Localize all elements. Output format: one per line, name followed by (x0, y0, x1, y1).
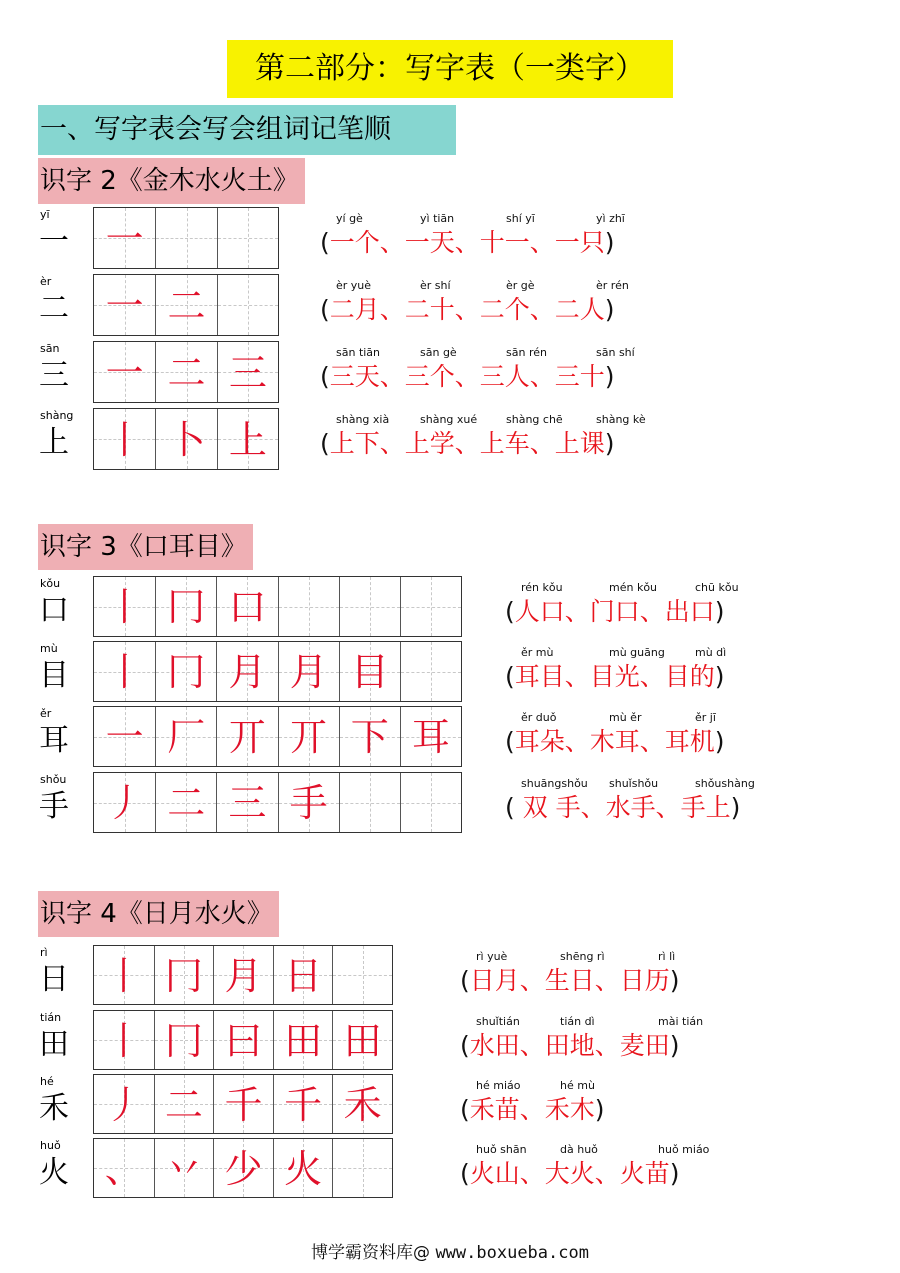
words: 人口、门口、出口 (514, 597, 715, 626)
close-paren: ) (604, 228, 615, 257)
word-pinyin: shí yī (506, 212, 535, 225)
char-pinyin: tián (40, 1011, 62, 1024)
words: 火山、大火、火苗 (469, 1159, 670, 1188)
grid-cell (400, 642, 461, 701)
stroke-highlight: 千 (284, 1083, 323, 1127)
open-paren: ( (460, 1159, 470, 1188)
grid-cell (278, 773, 339, 832)
grid-cell (94, 275, 155, 335)
stroke-highlight: 丨 (104, 1019, 143, 1063)
stroke-step (279, 707, 339, 766)
open-paren: ( (460, 1095, 470, 1124)
close-paren: ) (604, 362, 615, 391)
char-glyph: 二 (39, 291, 69, 326)
word-pinyin: sān tiān (336, 346, 381, 359)
stroke-highlight: 目 (350, 650, 389, 694)
stroke-highlight: 下 (350, 715, 389, 759)
stroke-highlight: 少 (224, 1147, 263, 1191)
char-glyph: 火 (39, 1155, 69, 1190)
stroke-highlight: 禾 (343, 1083, 382, 1127)
grid-cell (94, 773, 155, 832)
word-pinyin: shēng rì (560, 950, 605, 963)
stroke-step (279, 773, 339, 832)
char-pinyin: kǒu (40, 577, 61, 590)
stroke-highlight: 月 (224, 954, 263, 998)
stroke-order-grid (93, 408, 279, 470)
word-pinyin: èr rén (596, 279, 629, 292)
word-pinyin: sān rén (506, 346, 547, 359)
stroke-highlight: 厂 (167, 715, 206, 759)
word-pinyin: dà huǒ (560, 1143, 598, 1156)
word-pinyin: mù dì (695, 646, 727, 659)
stroke-step (274, 1139, 333, 1197)
word-group (320, 213, 760, 263)
word-group (505, 778, 900, 828)
close-paren: ) (669, 966, 680, 995)
stroke-highlight: 口 (228, 585, 267, 629)
words: 三天、三个、三人、三十 (329, 362, 605, 391)
page-title: 第二部分：写字表（一类字） (227, 40, 673, 98)
footer-at: @ (413, 1243, 431, 1263)
char-pinyin: rì (40, 946, 48, 959)
stroke-step (214, 1011, 273, 1069)
stroke-step (274, 1075, 333, 1133)
stroke-highlight: 卜 (167, 418, 206, 462)
word-pinyin: èr gè (506, 279, 535, 292)
stroke-step (94, 946, 154, 1004)
stroke-highlight: 、 (104, 1147, 143, 1191)
stroke-step (156, 707, 216, 766)
stroke-order-grid (93, 641, 462, 702)
grid-cell (155, 773, 216, 832)
stroke-highlight: 一 (105, 715, 144, 759)
stroke-step (217, 773, 277, 832)
char-glyph: 一 (39, 224, 69, 259)
grid-cell (217, 208, 278, 268)
grid-cell (273, 1011, 333, 1069)
stroke-step (155, 1011, 214, 1069)
stroke-step (155, 946, 214, 1004)
grid-cell (278, 707, 339, 766)
grid-cell (400, 577, 461, 636)
grid-cell (216, 773, 277, 832)
word-pinyin: mén kǒu (609, 581, 658, 594)
stroke-highlight: 上 (228, 418, 267, 462)
close-paren: ) (669, 1031, 680, 1060)
word-pinyin: huǒ miáo (658, 1143, 710, 1156)
word-list (460, 965, 680, 997)
words: 日月、生日、日历 (469, 966, 670, 995)
word-pinyin: huǒ shān (476, 1143, 527, 1156)
stroke-step (94, 1011, 154, 1069)
stroke-order-grid (93, 706, 462, 767)
stroke-highlight: 一 (105, 351, 144, 395)
grid-cell (339, 642, 400, 701)
stroke-order-grid (93, 1074, 393, 1134)
close-paren: ) (730, 793, 741, 822)
stroke-highlight: 冂 (164, 954, 203, 998)
char-glyph: 田 (39, 1027, 69, 1062)
word-pinyin: mù guāng (609, 646, 665, 659)
word-list (505, 726, 725, 758)
word-pinyin: shuāngshǒu (521, 777, 588, 790)
word-pinyin: sān shí (596, 346, 635, 359)
open-paren: ( (460, 966, 470, 995)
stroke-step (94, 275, 155, 335)
stroke-highlight: 冂 (167, 585, 206, 629)
open-paren: ( (320, 228, 330, 257)
section-label: 识字 3《口耳目》 (38, 524, 253, 570)
words: 禾苗、禾木 (469, 1095, 595, 1124)
stroke-highlight: 月 (228, 650, 267, 694)
close-paren: ) (714, 597, 725, 626)
stroke-step (217, 707, 277, 766)
stroke-highlight: 丌 (289, 715, 328, 759)
stroke-highlight: 丿 (105, 781, 144, 825)
char-glyph: 上 (39, 425, 69, 460)
stroke-step (214, 1139, 273, 1197)
stroke-order-grid (93, 576, 462, 637)
stroke-order-grid (93, 945, 393, 1005)
grid-cell (94, 409, 155, 469)
word-pinyin: yì zhī (596, 212, 625, 225)
stroke-step (155, 1075, 214, 1133)
word-pinyin: yì tiān (420, 212, 455, 225)
stroke-step (218, 342, 278, 402)
stroke-highlight: 田 (343, 1019, 382, 1063)
grid-cell (94, 1011, 154, 1069)
word-pinyin: tián dì (560, 1015, 595, 1028)
char-pinyin: mù (40, 642, 58, 655)
word-group (320, 347, 760, 397)
word-pinyin: shàng chē (506, 413, 563, 426)
stroke-order-grid (93, 274, 279, 336)
word-list (320, 294, 615, 326)
word-pinyin: ěr duǒ (521, 711, 557, 724)
word-group (460, 1144, 900, 1194)
open-paren: ( (505, 662, 515, 691)
word-pinyin: ěr mù (521, 646, 554, 659)
stroke-step (156, 409, 216, 469)
word-pinyin: èr shí (420, 279, 451, 292)
grid-cell (155, 342, 216, 402)
grid-cell (213, 1011, 273, 1069)
stroke-step (214, 1075, 273, 1133)
open-paren: ( (320, 295, 330, 324)
stroke-step (217, 577, 277, 636)
grid-cell (213, 946, 273, 1004)
footer (0, 1238, 900, 1263)
grid-cell (278, 577, 339, 636)
word-group (320, 414, 760, 464)
grid-cell (332, 1075, 392, 1133)
word-group (460, 1080, 900, 1130)
grid-cell (273, 1139, 333, 1197)
stroke-highlight: 二 (167, 284, 206, 328)
word-list (460, 1030, 680, 1062)
stroke-highlight: 三 (228, 781, 267, 825)
word-pinyin: rì lì (658, 950, 676, 963)
stroke-step (156, 577, 216, 636)
stroke-highlight: 耳 (411, 715, 450, 759)
grid-cell (94, 707, 155, 766)
stroke-highlight: 丿 (104, 1083, 143, 1127)
word-pinyin: ěr jī (695, 711, 716, 724)
stroke-step (217, 642, 277, 701)
stroke-step (333, 1011, 392, 1069)
grid-cell (213, 1075, 273, 1133)
grid-cell (94, 1075, 154, 1133)
grid-cell (154, 946, 214, 1004)
stroke-step (156, 275, 216, 335)
grid-cell (213, 1139, 273, 1197)
stroke-step (274, 946, 333, 1004)
grid-cell (332, 1011, 392, 1069)
stroke-highlight: 丷 (164, 1147, 203, 1191)
grid-cell (400, 707, 461, 766)
word-pinyin: shuǐshǒu (609, 777, 659, 790)
char-glyph: 三 (39, 358, 69, 393)
stroke-highlight: 田 (284, 1019, 323, 1063)
stroke-highlight: 二 (164, 1083, 203, 1127)
stroke-step (94, 707, 155, 766)
char-glyph: 目 (39, 658, 69, 693)
stroke-step (156, 642, 216, 701)
open-paren: ( (320, 429, 330, 458)
footer-url[interactable]: www.boxueba.com (435, 1243, 589, 1263)
word-list (320, 227, 615, 259)
words: 二月、二十、二个、二人 (329, 295, 605, 324)
grid-cell (155, 275, 216, 335)
grid-cell (273, 946, 333, 1004)
close-paren: ) (669, 1159, 680, 1188)
grid-cell (94, 946, 154, 1004)
word-pinyin: hé miáo (476, 1079, 521, 1092)
word-pinyin: shǒushàng (695, 777, 755, 790)
section-label: 识字 4《日月水火》 (38, 891, 279, 937)
words: 水田、田地、麦田 (469, 1031, 670, 1060)
grid-cell (273, 1075, 333, 1133)
stroke-highlight: 丨 (105, 650, 144, 694)
stroke-step (94, 342, 155, 402)
word-pinyin: mù ěr (609, 711, 642, 724)
char-pinyin: ěr (40, 707, 52, 720)
stroke-step (94, 208, 155, 268)
stroke-step (340, 707, 400, 766)
char-glyph: 日 (39, 962, 69, 997)
grid-cell (94, 642, 155, 701)
char-glyph: 禾 (39, 1091, 69, 1126)
grid-cell (154, 1075, 214, 1133)
word-list (460, 1158, 680, 1190)
stroke-step (218, 409, 278, 469)
stroke-highlight: 二 (167, 351, 206, 395)
word-list (505, 596, 725, 628)
grid-cell (155, 642, 216, 701)
stroke-highlight: 手 (289, 781, 328, 825)
char-glyph: 耳 (39, 723, 69, 758)
footer-brand: 博学霸资料库 (311, 1243, 414, 1263)
word-list (320, 361, 615, 393)
grid-cell (155, 577, 216, 636)
grid-cell (216, 577, 277, 636)
grid-cell (332, 946, 392, 1004)
words: 耳朵、木耳、耳机 (514, 727, 715, 756)
stroke-highlight: 一 (105, 217, 144, 261)
grid-cell (94, 577, 155, 636)
close-paren: ) (714, 727, 725, 756)
stroke-highlight: 二 (167, 781, 206, 825)
stroke-highlight: 曰 (224, 1019, 263, 1063)
word-list (505, 661, 725, 693)
grid-cell (154, 1011, 214, 1069)
close-paren: ) (594, 1095, 605, 1124)
word-group (505, 582, 900, 632)
char-glyph: 口 (39, 593, 69, 628)
grid-cell (216, 707, 277, 766)
stroke-highlight: 日 (284, 954, 323, 998)
open-paren: ( (460, 1031, 470, 1060)
grid-cell (94, 208, 155, 268)
stroke-step (279, 642, 339, 701)
grid-cell (400, 773, 461, 832)
char-pinyin: yī (40, 208, 50, 221)
word-group (320, 280, 760, 330)
stroke-order-grid (93, 772, 462, 833)
stroke-step (94, 409, 155, 469)
close-paren: ) (604, 295, 615, 324)
stroke-step (94, 577, 155, 636)
char-pinyin: shǒu (40, 773, 67, 786)
word-list (460, 1094, 605, 1126)
grid-cell (155, 707, 216, 766)
words: 上下、上学、上车、上课 (329, 429, 605, 458)
word-pinyin: rì yuè (476, 950, 508, 963)
grid-cell (155, 208, 216, 268)
grid-cell (217, 409, 278, 469)
stroke-highlight: 月 (289, 650, 328, 694)
char-glyph: 手 (39, 789, 69, 824)
stroke-highlight: 丨 (105, 585, 144, 629)
word-group (505, 647, 900, 697)
word-list (505, 792, 740, 824)
stroke-step (94, 642, 155, 701)
stroke-highlight: 丨 (105, 418, 144, 462)
stroke-step (274, 1011, 333, 1069)
open-paren: ( (505, 597, 515, 626)
grid-cell (94, 342, 155, 402)
stroke-highlight: 一 (105, 284, 144, 328)
word-group (460, 951, 900, 1001)
stroke-highlight: 丌 (228, 715, 267, 759)
grid-cell (332, 1139, 392, 1197)
char-pinyin: shàng (40, 409, 74, 422)
section-label: 识字 2《金木水火土》 (38, 158, 305, 204)
close-paren: ) (604, 429, 615, 458)
grid-cell (339, 577, 400, 636)
words: 一个、一天、十一、一只 (329, 228, 605, 257)
stroke-order-grid (93, 1138, 393, 1198)
grid-cell (339, 707, 400, 766)
stroke-highlight: 冂 (164, 1019, 203, 1063)
stroke-highlight: 丨 (104, 954, 143, 998)
grid-cell (155, 409, 216, 469)
word-pinyin: mài tián (658, 1015, 704, 1028)
grid-cell (217, 342, 278, 402)
word-pinyin: shuǐtián (476, 1015, 520, 1028)
stroke-step (156, 342, 216, 402)
stroke-order-grid (93, 207, 279, 269)
word-list (320, 428, 615, 460)
grid-cell (217, 275, 278, 335)
stroke-highlight: 千 (224, 1083, 263, 1127)
word-pinyin: yí gè (336, 212, 363, 225)
char-pinyin: hé (40, 1075, 54, 1088)
word-group (460, 1016, 900, 1066)
stroke-step (94, 1139, 154, 1197)
word-pinyin: chū kǒu (695, 581, 739, 594)
stroke-step (401, 707, 461, 766)
word-group (505, 712, 900, 762)
stroke-order-grid (93, 341, 279, 403)
grid-cell (154, 1139, 214, 1197)
stroke-step (156, 773, 216, 832)
stroke-highlight: 三 (228, 351, 267, 395)
word-pinyin: shàng kè (596, 413, 646, 426)
grid-cell (94, 1139, 154, 1197)
open-paren: ( (505, 727, 515, 756)
stroke-highlight: 火 (284, 1147, 323, 1191)
close-paren: ) (714, 662, 725, 691)
open-paren: ( (320, 362, 330, 391)
stroke-step (94, 1075, 154, 1133)
page-subtitle: 一、写字表会写会组词记笔顺 (38, 105, 456, 155)
grid-cell (278, 642, 339, 701)
word-pinyin: shàng xué (420, 413, 478, 426)
stroke-highlight: 冂 (167, 650, 206, 694)
word-pinyin: sān gè (420, 346, 457, 359)
word-pinyin: rén kǒu (521, 581, 563, 594)
stroke-step (94, 773, 155, 832)
words: 耳目、目光、目的 (514, 662, 715, 691)
stroke-step (214, 946, 273, 1004)
word-pinyin: shàng xià (336, 413, 390, 426)
word-pinyin: èr yuè (336, 279, 372, 292)
words: 双 手、水手、手上 (514, 793, 731, 822)
stroke-order-grid (93, 1010, 393, 1070)
grid-cell (339, 773, 400, 832)
char-pinyin: huǒ (40, 1139, 61, 1152)
grid-cell (216, 642, 277, 701)
word-pinyin: hé mù (560, 1079, 595, 1092)
char-pinyin: èr (40, 275, 52, 288)
stroke-step (340, 642, 400, 701)
open-paren: ( (505, 793, 515, 822)
char-pinyin: sān (40, 342, 60, 355)
stroke-step (155, 1139, 214, 1197)
stroke-step (333, 1075, 392, 1133)
